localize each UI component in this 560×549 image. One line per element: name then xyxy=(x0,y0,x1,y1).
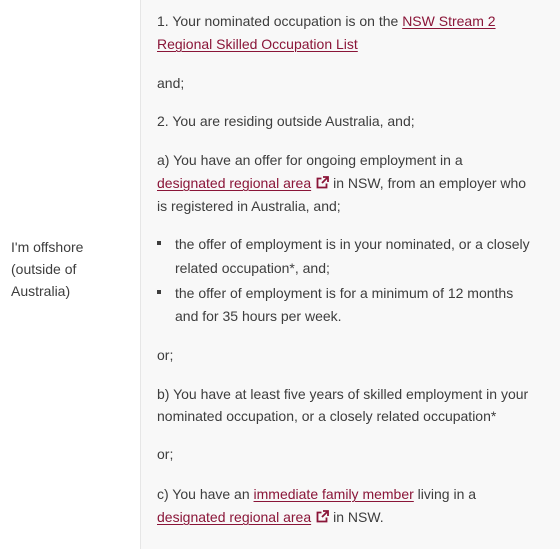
item-1 xyxy=(157,10,496,32)
row-label-line: Australia) xyxy=(11,283,71,299)
item-a-text: in NSW, from an employer who xyxy=(333,175,527,191)
item-c-text-2: living in a xyxy=(413,486,477,502)
bullet-2-cont: and for 35 hours per week. xyxy=(175,308,342,324)
bullet-dot xyxy=(157,290,161,294)
designated-regional-area-link[interactable]: designated regional area xyxy=(157,175,312,191)
bullet-1: the offer of employment is in your nominated, or a closely xyxy=(175,236,530,252)
item-1-text: 1. Your nominated occupation is on the xyxy=(157,13,403,29)
row-label-line: I'm offshore xyxy=(11,239,84,255)
and-text: and; xyxy=(157,75,185,91)
item-a: a) You have an offer for ongoing employment in a xyxy=(157,152,463,168)
bullet-2: the offer of employment is for a minimum of 12 months xyxy=(175,285,514,301)
bullet-dot xyxy=(157,241,161,245)
or-text: or; xyxy=(157,446,174,462)
designated-regional-area-link[interactable]: designated regional area xyxy=(157,509,312,525)
bullet-1-cont: related occupation*, and; xyxy=(175,260,330,276)
external-link-icon[interactable] xyxy=(316,173,329,186)
item-c xyxy=(157,483,476,505)
row-label xyxy=(11,236,131,302)
row-label-line: (outside of xyxy=(11,261,77,277)
item-c-text: c) You have an xyxy=(157,486,254,502)
occupation-list-link-cont[interactable]: Regional Skilled Occupation List xyxy=(157,36,358,52)
item-a-line-2 xyxy=(157,172,526,194)
item-a-line-3: is registered in Australia, and; xyxy=(157,198,341,214)
immediate-family-member-link[interactable]: immediate family member xyxy=(253,486,414,502)
or-text: or; xyxy=(157,347,174,363)
external-link-icon[interactable] xyxy=(316,507,329,520)
occupation-list-link[interactable]: NSW Stream 2 xyxy=(402,13,496,29)
item-b: b) You have at least five years of skilled employment in your xyxy=(157,386,529,402)
row-label-cell xyxy=(0,0,140,549)
item-c-line-2 xyxy=(157,506,384,528)
item-c-text-3: in NSW. xyxy=(333,509,384,525)
item-b-line-2: nominated occupation, or a closely related occupation* xyxy=(157,408,497,424)
item-2: 2. You are residing outside Australia, and; xyxy=(157,113,415,129)
item-1-cont xyxy=(157,33,358,55)
